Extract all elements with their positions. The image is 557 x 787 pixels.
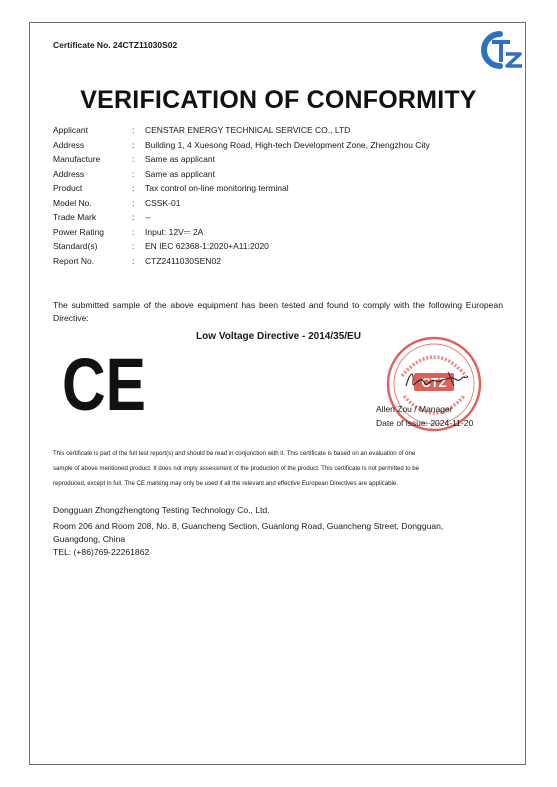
field-value: Same as applicant [145, 154, 215, 164]
company-tel: TEL: (+86)769-22261862 [53, 547, 150, 557]
disclaimer-line: reproduced, except in full. The CE marking may only be used if all the relevant and effective European Directives are applicable. [53, 480, 398, 487]
disclaimer-line: This certificate is part of the full test report(s) and should be read in conjunction with it. This certificate is based on an evaluation of one [53, 450, 416, 457]
field-label: Model No. [53, 197, 92, 208]
field-value: CENSTAR ENERGY TECHNICAL SERVICE CO., LTD [145, 125, 351, 135]
field-value: CSSK-01 [145, 197, 181, 208]
field-label: Standard(s) [53, 241, 98, 251]
field-value: Input: 12V⎓ 2A [145, 226, 204, 237]
field-value: -- [145, 212, 151, 222]
stamp-text: CTZ [421, 375, 447, 390]
ce-mark-text: CE [62, 343, 146, 426]
field-colon: : [132, 125, 135, 135]
field-colon: : [132, 139, 135, 150]
issuing-company [53, 504, 503, 559]
field-colon: : [132, 241, 135, 251]
field-label: Trade Mark [53, 212, 97, 222]
field-label: Address [53, 168, 85, 179]
field-label: Power Rating [53, 226, 105, 237]
ce-mark-icon [62, 343, 146, 426]
field-value: Building 1, 4 Xuesong Road, High-tech Development Zone, Zhengzhou City [145, 139, 430, 150]
field-colon: : [132, 197, 135, 208]
field-label: Manufacture [53, 154, 101, 164]
field-label: Applicant [53, 125, 88, 135]
certificate-number: Certificate No. 24CTZ11030S02 [53, 40, 178, 50]
field-label: Report No. [53, 255, 95, 266]
field-colon: : [132, 183, 135, 193]
date-of-issue: Date of issue: 2024-11-20 [376, 418, 474, 428]
compliance-statement: The submitted sample of the above equipment has been tested and found to comply with the following European Directive: [53, 300, 503, 323]
handwritten-signature-icon [404, 366, 470, 394]
field-value: CTZ2411030SEN02 [145, 255, 221, 266]
field-colon: : [132, 226, 135, 237]
company-name: Dongguan Zhongzhengtong Testing Technology Co., Ltd. [53, 505, 270, 515]
field-colon: : [132, 255, 135, 266]
field-value: EN IEC 62368-1:2020+A11:2020 [145, 241, 269, 251]
disclaimer-line: sample of above mentioned product. It does not imply assessment of the production of the product. This certificate is not permitted to be [53, 465, 420, 472]
disclaimer [53, 446, 503, 491]
company-address-line2: Guangdong, China [53, 534, 126, 544]
field-colon: : [132, 168, 135, 179]
field-value: Tax control on-line monitoring terminal [145, 183, 289, 193]
signatory-name: Allen Zou / Manager [376, 404, 453, 414]
field-colon: : [132, 212, 135, 222]
document-title: VERIFICATION OF CONFORMITY [80, 86, 477, 114]
directive-title: Low Voltage Directive - 2014/35/EU [196, 331, 361, 342]
field-value: Same as applicant [145, 168, 215, 179]
ctz-logo-icon [470, 28, 526, 72]
company-address-line1: Room 206 and Room 208, No. 8, Guancheng Section, Guanlong Road, Guancheng Street, Dongguan, [53, 521, 444, 531]
field-colon: : [132, 154, 135, 164]
field-label: Product [53, 183, 83, 193]
field-label: Address [53, 139, 85, 150]
